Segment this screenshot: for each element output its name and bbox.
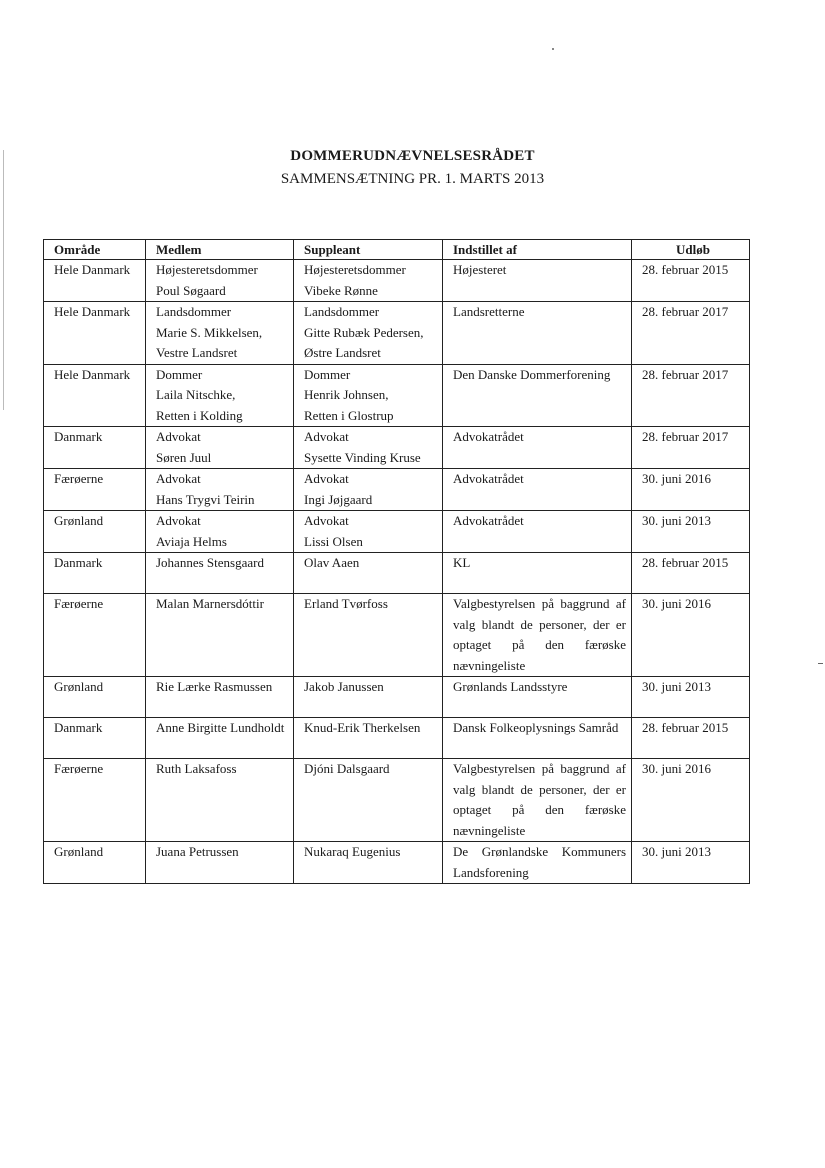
- cell-udlob-line: 28. februar 2015: [642, 262, 729, 277]
- cell-suppleant-line: Dommer: [304, 366, 351, 382]
- cell-medlem-line: Advokat: [156, 513, 201, 528]
- cell-udlob-line: 30. juni 2013: [642, 844, 711, 859]
- cell-suppleant: [294, 759, 443, 842]
- cell-udlob: [632, 594, 750, 677]
- cell-udlob: [632, 553, 750, 594]
- header-udlob: Udløb: [632, 240, 750, 260]
- cell-suppleant-line: Ingi Jøjgaard: [304, 491, 373, 507]
- cell-indstillet-af: [443, 427, 632, 469]
- cell-medlem-line: Landsdommer: [156, 304, 232, 319]
- cell-omrade: [44, 594, 146, 677]
- cell-omrade: [44, 677, 146, 718]
- cell-medlem-line: Advokat: [156, 471, 201, 486]
- cell-suppleant-line: Landsdommer: [304, 304, 380, 319]
- table-row: [44, 594, 750, 677]
- cell-indstillet-af: [443, 677, 632, 718]
- cell-omrade-line: Hele Danmark: [54, 262, 131, 277]
- cell-omrade: [44, 842, 146, 884]
- cell-medlem-line: Juana Petrussen: [156, 844, 239, 859]
- cell-suppleant: [294, 511, 443, 553]
- cell-suppleant: [294, 718, 443, 759]
- table-body: [44, 260, 750, 884]
- cell-udlob-line: 28. februar 2017: [642, 304, 729, 319]
- cell-udlob-line: 30. juni 2016: [642, 471, 711, 486]
- cell-udlob: [632, 469, 750, 511]
- cell-medlem-line: Johannes Stensgaard: [156, 555, 264, 570]
- cell-medlem-line: Ruth Laksafoss: [156, 761, 237, 776]
- cell-indstillet-af-line: Advokatrådet: [453, 471, 524, 486]
- cell-udlob: [632, 364, 750, 427]
- cell-omrade: [44, 511, 146, 553]
- cell-omrade-line: Færøerne: [54, 596, 104, 611]
- table-row: [44, 553, 750, 594]
- table-row: [44, 469, 750, 511]
- cell-suppleant-line: Højesteretsdommer: [304, 262, 406, 277]
- cell-udlob-line: 28. februar 2015: [642, 555, 729, 570]
- cell-suppleant: [294, 260, 443, 302]
- cell-indstillet-af: [443, 718, 632, 759]
- table-row: [44, 842, 750, 884]
- cell-udlob: [632, 718, 750, 759]
- cell-medlem-line: Søren Juul: [156, 449, 212, 465]
- table-header-row: [44, 240, 750, 260]
- cell-suppleant: [294, 842, 443, 884]
- table-row: [44, 427, 750, 469]
- cell-indstillet-af-line: De Grønlandske Kommuners Landsforening: [453, 844, 626, 880]
- cell-indstillet-af: [443, 511, 632, 553]
- cell-suppleant: [294, 553, 443, 594]
- cell-indstillet-af: [443, 302, 632, 365]
- scan-mark: [818, 663, 823, 664]
- cell-udlob-line: 28. februar 2017: [642, 429, 729, 444]
- cell-medlem-line: Anne Birgitte Lundholdt: [156, 720, 285, 735]
- cell-medlem-line: Rie Lærke Rasmussen: [156, 679, 273, 694]
- cell-omrade-line: Danmark: [54, 555, 103, 570]
- cell-omrade-line: Færøerne: [54, 761, 104, 776]
- cell-medlem: [146, 469, 294, 511]
- table-row: [44, 677, 750, 718]
- cell-indstillet-af-line: Advokatrådet: [453, 429, 524, 444]
- cell-indstillet-af-line: Advokatrådet: [453, 513, 524, 528]
- cell-medlem: [146, 553, 294, 594]
- cell-suppleant: [294, 594, 443, 677]
- cell-medlem-line: Marie S. Mikkelsen,: [156, 324, 263, 340]
- cell-udlob: [632, 842, 750, 884]
- cell-indstillet-af: [443, 364, 632, 427]
- cell-indstillet-af-line: KL: [453, 555, 471, 570]
- cell-suppleant-line: Advokat: [304, 429, 349, 444]
- cell-udlob-line: 28. februar 2017: [642, 366, 729, 382]
- cell-suppleant-line: Lissi Olsen: [304, 533, 363, 549]
- table-row: [44, 364, 750, 427]
- cell-omrade-line: Danmark: [54, 720, 103, 735]
- cell-suppleant-line: Gitte Rubæk Pedersen,: [304, 324, 424, 340]
- cell-medlem-line: Aviaja Helms: [156, 533, 227, 549]
- cell-udlob-line: 30. juni 2016: [642, 596, 711, 611]
- cell-indstillet-af-line: Grønlands Landsstyre: [453, 679, 568, 694]
- cell-suppleant-line: Jakob Janussen: [304, 679, 384, 694]
- cell-udlob-line: 28. februar 2015: [642, 720, 729, 735]
- document-title: DOMMERUDNÆVNELSESRÅDET: [290, 148, 535, 164]
- cell-medlem: [146, 260, 294, 302]
- cell-indstillet-af-line: Valgbestyrelsen på baggrund af valg blandt de personer, der er optaget på den færøske nævningeliste: [453, 596, 626, 673]
- cell-omrade-line: Grønland: [54, 513, 104, 528]
- cell-omrade: [44, 302, 146, 365]
- header-suppleant: Suppleant: [294, 240, 443, 260]
- document-subtitle: SAMMENSÆTNING PR. 1. MARTS 2013: [280, 171, 545, 187]
- cell-udlob: [632, 260, 750, 302]
- cell-udlob: [632, 302, 750, 365]
- cell-medlem-line: Vestre Landsret: [156, 345, 238, 360]
- cell-udlob: [632, 759, 750, 842]
- cell-omrade-line: Grønland: [54, 679, 104, 694]
- cell-omrade: [44, 260, 146, 302]
- cell-suppleant-line: Djóni Dalsgaard: [304, 761, 390, 776]
- cell-medlem-line: Advokat: [156, 429, 201, 444]
- cell-suppleant: [294, 677, 443, 718]
- cell-medlem: [146, 677, 294, 718]
- cell-udlob: [632, 511, 750, 553]
- cell-suppleant-line: Vibeke Rønne: [304, 282, 378, 298]
- cell-indstillet-af: [443, 842, 632, 884]
- cell-omrade: [44, 427, 146, 469]
- cell-indstillet-af: [443, 594, 632, 677]
- cell-udlob-line: 30. juni 2013: [642, 679, 711, 694]
- cell-suppleant-line: Sysette Vinding Kruse: [304, 449, 421, 465]
- table-row: [44, 718, 750, 759]
- cell-indstillet-af: [443, 553, 632, 594]
- cell-suppleant-line: Olav Aaen: [304, 555, 360, 570]
- cell-suppleant: [294, 364, 443, 427]
- cell-suppleant: [294, 469, 443, 511]
- cell-omrade: [44, 364, 146, 427]
- composition-table: [43, 239, 750, 884]
- cell-medlem: [146, 759, 294, 842]
- cell-omrade: [44, 469, 146, 511]
- cell-omrade-line: Danmark: [54, 429, 103, 444]
- header-indstillet-af: Indstillet af: [443, 240, 632, 260]
- cell-suppleant-line: Henrik Johnsen,: [304, 387, 389, 402]
- cell-omrade-line: Hele Danmark: [54, 304, 131, 319]
- table-row: [44, 260, 750, 302]
- cell-medlem-line: Poul Søgaard: [156, 282, 226, 298]
- cell-suppleant-line: Østre Landsret: [304, 345, 381, 360]
- cell-medlem: [146, 594, 294, 677]
- scan-mark: [552, 48, 554, 50]
- header-medlem: Medlem: [146, 240, 294, 260]
- cell-indstillet-af-line: Dansk Folkeoplysnings Samråd: [453, 720, 619, 735]
- cell-indstillet-af: [443, 260, 632, 302]
- cell-medlem-line: Hans Trygvi Teirin: [156, 491, 255, 507]
- cell-medlem: [146, 511, 294, 553]
- cell-udlob-line: 30. juni 2013: [642, 513, 711, 528]
- cell-suppleant-line: Retten i Glostrup: [304, 407, 394, 423]
- cell-indstillet-af-line: Valgbestyrelsen på baggrund af valg blandt de personer, der er optaget på den færøske nævningeliste: [453, 761, 626, 838]
- cell-omrade-line: Færøerne: [54, 471, 104, 486]
- cell-indstillet-af: [443, 469, 632, 511]
- cell-medlem: [146, 842, 294, 884]
- cell-udlob: [632, 677, 750, 718]
- cell-omrade-line: Hele Danmark: [54, 366, 131, 382]
- cell-medlem-line: Laila Nitschke,: [156, 387, 236, 402]
- cell-omrade-line: Grønland: [54, 844, 104, 859]
- cell-suppleant-line: Advokat: [304, 471, 349, 486]
- table-row: [44, 759, 750, 842]
- cell-medlem: [146, 364, 294, 427]
- cell-indstillet-af-line: Højesteret: [453, 262, 507, 277]
- cell-omrade: [44, 718, 146, 759]
- cell-suppleant: [294, 302, 443, 365]
- cell-udlob-line: 30. juni 2016: [642, 761, 711, 776]
- cell-suppleant-line: Knud-Erik Therkelsen: [304, 720, 421, 735]
- cell-medlem-line: Malan Marnersdóttir: [156, 596, 264, 611]
- cell-medlem-line: Højesteretsdommer: [156, 262, 258, 277]
- table-row: [44, 302, 750, 365]
- cell-udlob: [632, 427, 750, 469]
- table-row: [44, 511, 750, 553]
- cell-indstillet-af-line: Landsretterne: [453, 304, 525, 319]
- cell-indstillet-af-line: Den Danske Dommerforening: [453, 366, 611, 382]
- cell-medlem-line: Retten i Kolding: [156, 407, 243, 423]
- cell-suppleant-line: Nukaraq Eugenius: [304, 844, 401, 859]
- cell-medlem: [146, 302, 294, 365]
- cell-medlem-line: Dommer: [156, 366, 203, 382]
- cell-suppleant: [294, 427, 443, 469]
- cell-indstillet-af: [443, 759, 632, 842]
- cell-suppleant-line: Erland Tvørfoss: [304, 596, 388, 611]
- cell-suppleant-line: Advokat: [304, 513, 349, 528]
- cell-omrade: [44, 553, 146, 594]
- cell-medlem: [146, 427, 294, 469]
- cell-omrade: [44, 759, 146, 842]
- cell-medlem: [146, 718, 294, 759]
- header-omrade: Område: [44, 240, 146, 260]
- scan-mark: [3, 150, 4, 410]
